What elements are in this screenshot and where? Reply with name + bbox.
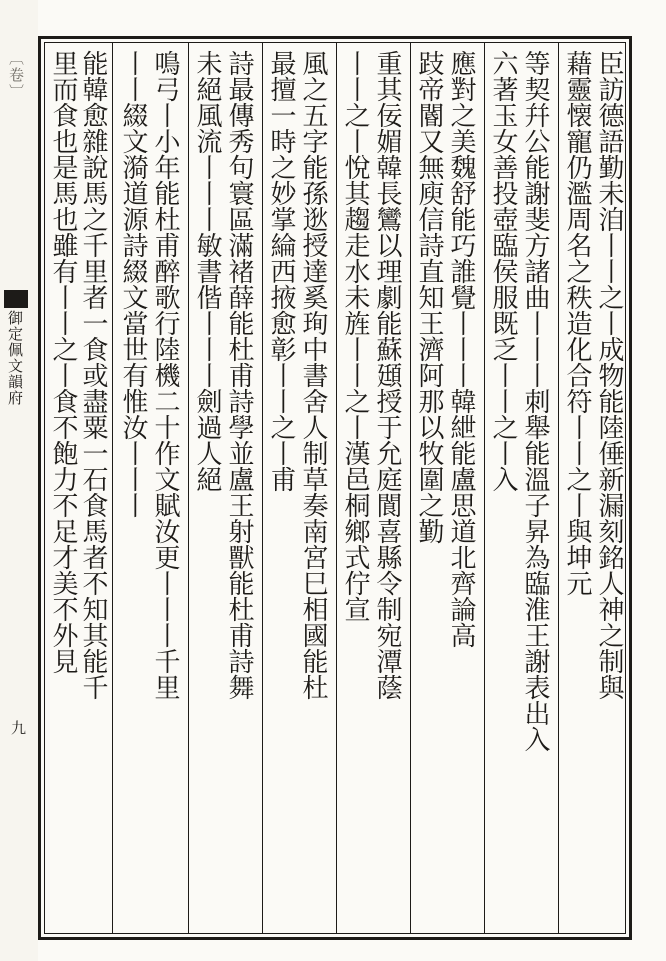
column-rule <box>262 42 263 934</box>
text-column: 鳴弓丨小年能杜甫醉歌行陸機二十作文賦汝更丨丨丨千里 <box>150 50 180 700</box>
text-column: 藉靈懐寵仍濫周名之秩造化合符丨丨之丨與坤元 <box>562 50 592 596</box>
text-column: 丨丨綴文漪道源詩綴文當世有惟汝丨丨丨 <box>118 50 148 518</box>
text-column: 風之五字能孫逖授達奚珣中書舍人制草奏南宮巳相國能杜 <box>298 50 328 700</box>
text-column: 里而食也是馬也雖有丨丨之丨食不飽力不足才美不外見 <box>48 50 78 674</box>
text-column: 重其佞媚韓長鸞以理劇能蘇頲授于允庭閬喜縣令制宛潭蔭 <box>372 50 402 700</box>
column-rule <box>558 42 559 934</box>
page-gutter <box>0 0 38 961</box>
column-rule <box>484 42 485 934</box>
text-column: 最擅一時之妙掌綸西掖愈彰丨丨之丨甫 <box>266 50 296 492</box>
text-column: 等契幷公能謝斐方諸曲丨丨丨刺舉能溫子昇為臨淮王謝表出入 <box>520 50 550 752</box>
text-column: 跂帝閽又無庾信詩直知王濟阿那以牧圍之勤 <box>414 50 444 544</box>
column-rule <box>188 42 189 934</box>
column-rule <box>112 42 113 934</box>
text-column: 未絕風流丨丨丨敏書偕丨丨丨劍過人絕 <box>192 50 222 492</box>
gutter-volume-label: 〔卷〕 <box>7 50 25 101</box>
column-rule <box>410 42 411 934</box>
column-rule <box>336 42 337 934</box>
text-column: 詩最傳秀句寰區滿褚薛能杜甫詩學並盧王射獸能杜甫詩舞 <box>224 50 254 700</box>
fish-tail-mark <box>4 290 28 308</box>
book-title: 御定佩文韻府 <box>6 310 24 406</box>
text-column: 六著玉女善投壺臨侯服既乏丨丨之丨入 <box>488 50 518 492</box>
text-column: 應對之美魏舒能巧誰覺丨丨丨韓紲能盧思道北齊論高 <box>446 50 476 648</box>
text-column: 臣訪德語勤未洎丨丨之丨成物能陸倕新漏刻銘人神之制與 <box>594 50 624 700</box>
text-column: 丨丨之丨悅其趨走水未旌丨丨之丨漢邑桐鄉式佇宣 <box>340 50 370 622</box>
page-number: 九 <box>9 720 27 735</box>
text-column: 能韓愈雜說馬之千里者一食或盡粟一石食馬者不知其能千 <box>78 50 108 700</box>
